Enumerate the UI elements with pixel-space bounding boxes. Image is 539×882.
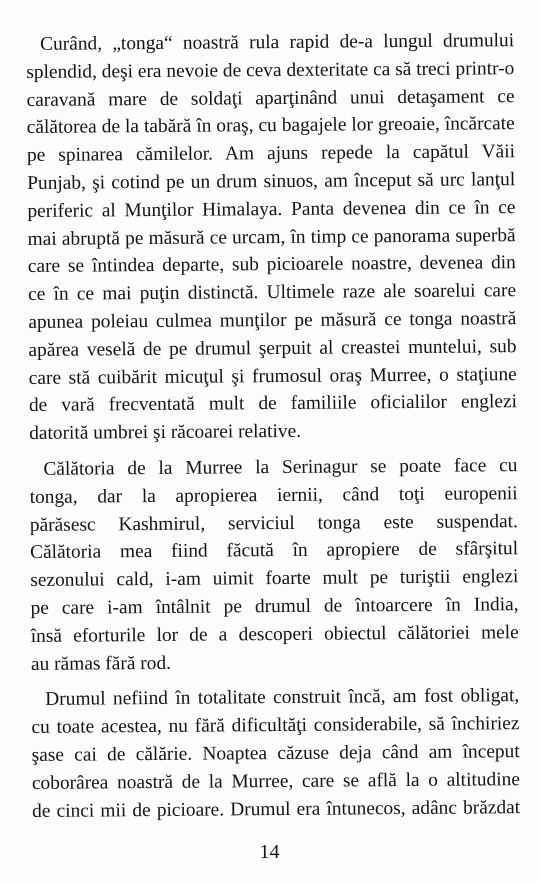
text-line: ce în ce mai puţin distinctă. Ultimele raze ale soarelui care xyxy=(27,280,517,306)
text-line: coborârea noastră de la Murree, care se află la o altitudine xyxy=(31,768,520,794)
text-line: splendid, deşi era nevoie de ceva dexteritate ca să treci printr-o xyxy=(26,57,515,83)
text-line: cu toate acestea, nu fără dificultăţi considerabile, să închiriez xyxy=(31,713,520,739)
text-line: au rămas fără rod. xyxy=(30,652,172,675)
text-line: Drumul nefiind în totalitate construit încă, am fost obligat, xyxy=(45,685,520,711)
text-line: mai abruptă pe măsură ce urcam, în timp ce panorama superbă xyxy=(27,224,516,250)
text-line: Călătoria mea fiind făcută în apropiere de sfârşitul xyxy=(30,538,519,564)
text-line: Punjab, şi cotind pe un drum sinuos, am început să urc lanţul xyxy=(27,169,516,194)
text-line: călătorea de la tabără în oraş, cu bagajele lor greoaie, încărcate xyxy=(26,113,515,139)
text-line: Călătoria de la Murree la Serinagur se poate face cu xyxy=(43,455,518,480)
text-line: tonga, dar la apropierea iernii, când toţi europenii xyxy=(29,482,518,508)
text-line: datorită umbrei şi răcoarei relative. xyxy=(29,421,302,445)
text-line: pe spinarea cămilelor. Am ajuns repede la capătul Văii xyxy=(26,141,516,167)
text-line: care stă cuibărit micuţul şi frumosul oraş Murree, o staţiune xyxy=(28,363,517,389)
text-line: Curând, „tonga“ noastră rula rapid de-a lungul drumului xyxy=(40,30,515,55)
text-line: care se întindea departe, sub picioarele noastre, devenea din xyxy=(27,252,516,278)
text-line: însă eforturile lor de a descoperi obiectul călătoriei mele xyxy=(30,621,519,647)
page-number: 14 xyxy=(259,841,280,863)
text-line: pe care i-am întâlnit pe drumul de întoarcere în India, xyxy=(30,594,519,619)
text-line: apărea veselă de pe drumul şerpuit al creastei muntelui, sub xyxy=(28,335,517,361)
body-text xyxy=(26,27,520,825)
text-line: de vară frecventată mult de familiile oficialilor englezi xyxy=(28,391,518,417)
text-line: şase cai de călărie. Noaptea căzuse deja când am început xyxy=(31,741,520,766)
paragraph-1 xyxy=(26,27,517,448)
text-line: părăsesc Kashmirul, serviciul tonga este suspendat. xyxy=(29,510,518,536)
text-line: sezonului cald, i-am uimit foarte mult pe turiştii englezi xyxy=(30,566,519,592)
paragraph-3 xyxy=(31,682,520,825)
text-line: caravană mare de soldaţi aparţinând unui detaşament ce xyxy=(26,85,515,111)
text-line: de cinci mii de picioare. Drumul era întunecos, adânc brăzdat xyxy=(32,796,521,822)
text-line: apunea poleiau culmea munţilor pe măsură ce tonga noastră xyxy=(28,308,517,333)
text-line: periferic al Munţilor Himalaya. Panta devenea din ce în ce xyxy=(27,196,516,222)
paragraph-2 xyxy=(29,452,519,678)
